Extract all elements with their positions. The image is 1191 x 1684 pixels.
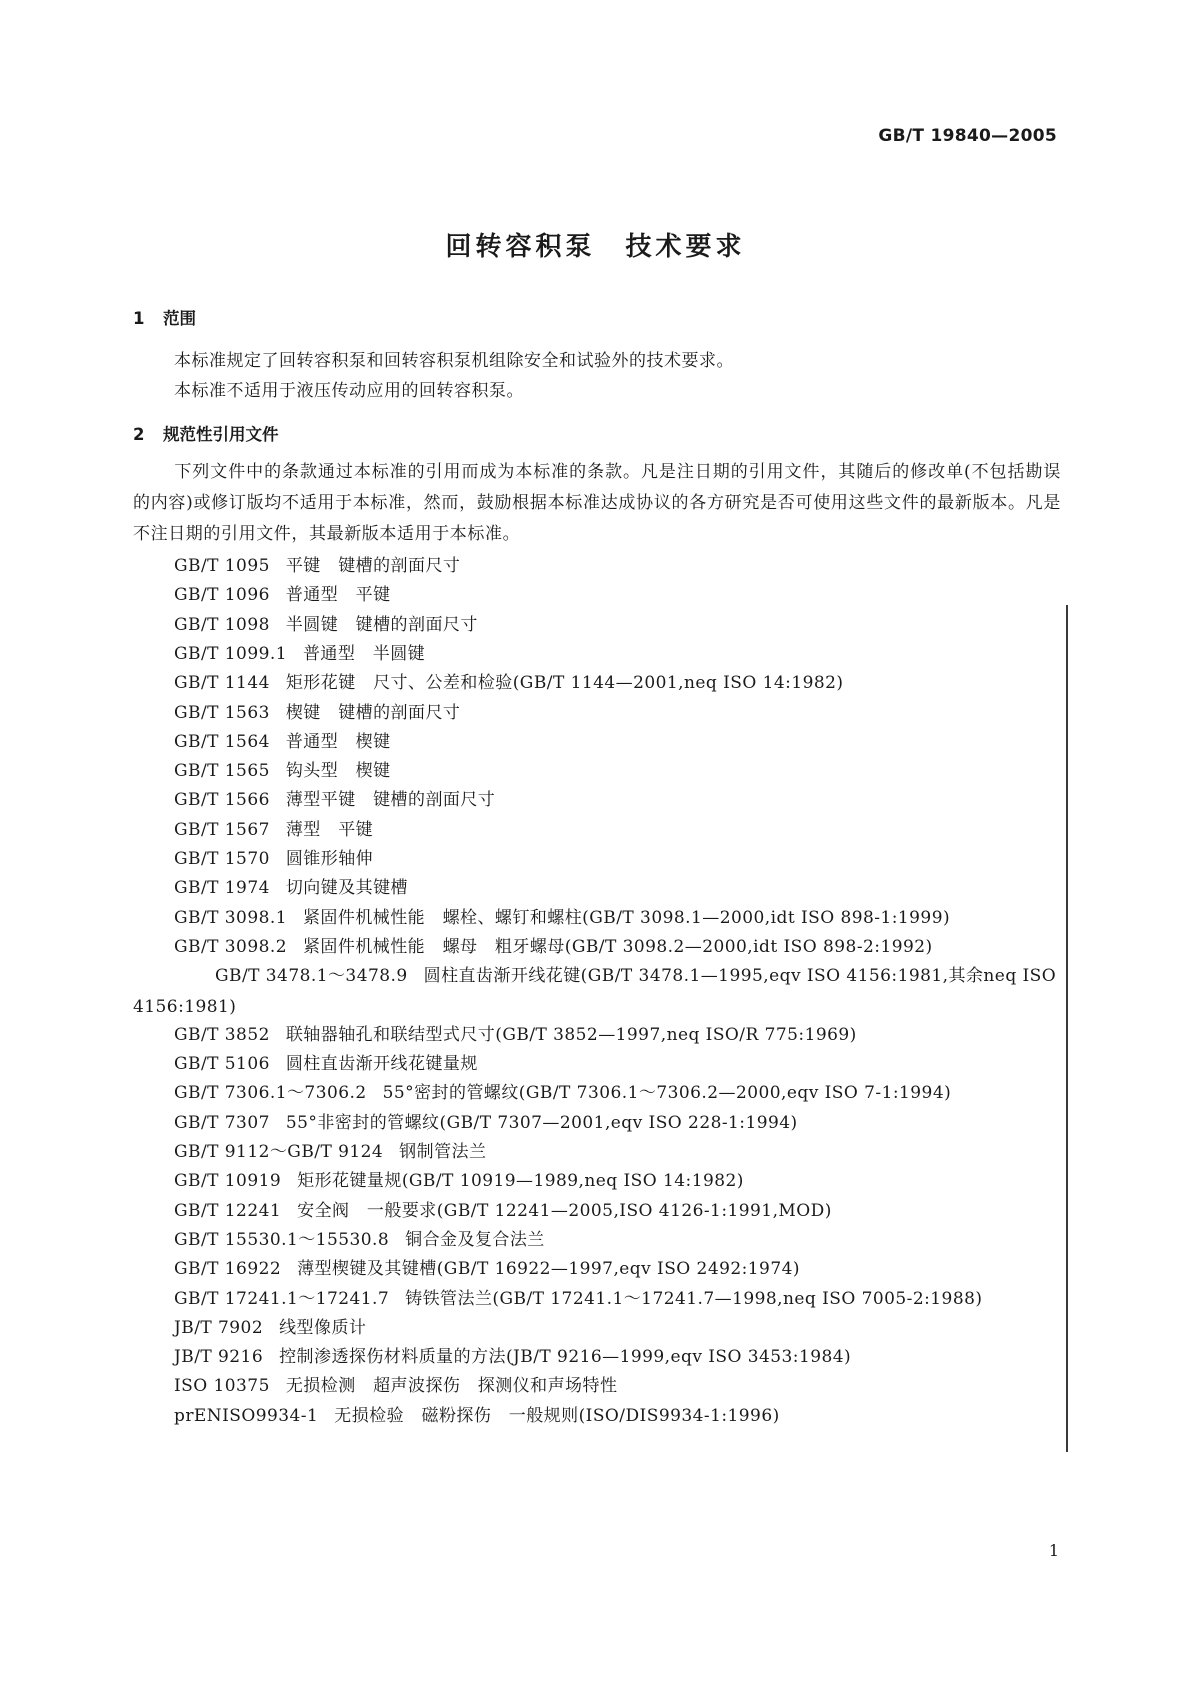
reference-title: 紧固件机械性能 螺栓、螺钉和螺柱(GB/T 3098.1—2000,idt ISO 898-1:1999)	[302, 907, 951, 928]
reference-code: GB/T 1096	[174, 585, 270, 606]
section-number: 1	[133, 309, 145, 328]
reference-title: 紧固件机械性能 螺母 粗牙螺母(GB/T 3098.2—2000,idt ISO 898-2:1992)	[302, 936, 933, 957]
reference-title: 楔键 键槽的剖面尺寸	[285, 702, 461, 723]
paragraph: 本标准不适用于液压传动应用的回转容积泵。	[174, 381, 524, 401]
section-title: 范围	[163, 309, 196, 328]
reference-item	[174, 932, 1062, 957]
reference-code: GB/T 9112～GB/T 9124	[174, 1142, 384, 1162]
reference-item	[174, 1401, 1062, 1426]
reference-item	[174, 1254, 1062, 1279]
reference-code: GB/T 16922	[174, 1259, 282, 1280]
reference-code: GB/T 5106	[174, 1054, 270, 1075]
reference-code: GB/T 1564	[174, 731, 270, 752]
page-number: 1	[1048, 1541, 1059, 1560]
reference-title: 55°非密封的管螺纹(GB/T 7307—2001,eqv ISO 228-1:1994)	[285, 1112, 798, 1133]
section-title: 规范性引用文件	[163, 425, 279, 444]
reference-code: GB/T 1095	[174, 556, 270, 576]
reference-code: GB/T 1565	[174, 761, 270, 782]
reference-code: GB/T 1974	[174, 878, 270, 899]
reference-title: 平键 键槽的剖面尺寸	[285, 556, 461, 576]
reference-item	[133, 961, 1063, 1023]
reference-title: 普通型 半圆键	[302, 643, 426, 664]
reference-item	[174, 815, 1062, 840]
reference-title: 无损检测 超声波探伤 探测仪和声场特性	[285, 1376, 618, 1397]
section-number: 2	[133, 425, 145, 444]
reference-item	[174, 1020, 1062, 1045]
reference-item	[174, 639, 1062, 664]
reference-title: 矩形花键 尺寸、公差和检验(GB/T 1144—2001,neq ISO 14:1982)	[285, 673, 844, 694]
reference-title: 薄型 平键	[285, 819, 374, 840]
section-heading	[133, 305, 196, 329]
reference-title: 矩形花键量规(GB/T 10919—1989,neq ISO 14:1982)	[297, 1171, 744, 1192]
reference-title: 55°密封的管螺纹(GB/T 7306.1～7306.2—2000,eqv ISO 7-1:1994)	[382, 1083, 952, 1104]
reference-title: 线型像质计	[279, 1317, 367, 1338]
reference-code: GB/T 3098.2	[174, 936, 287, 957]
reference-item	[174, 1137, 1062, 1162]
reference-title: 圆柱直齿渐开线花键(GB/T 3478.1—1995,eqv ISO 4156:1981,其余neq ISO 4156:1981)	[133, 966, 1057, 1018]
reference-item	[174, 1225, 1062, 1250]
change-bar	[1066, 605, 1068, 1452]
reference-item	[174, 756, 1062, 781]
reference-item	[174, 1166, 1062, 1191]
reference-code: GB/T 17241.1～17241.7	[174, 1288, 390, 1309]
reference-title: 切向键及其键槽	[285, 878, 409, 899]
reference-title: 圆柱直齿渐开线花键量规	[285, 1054, 478, 1075]
reference-code: GB/T 7307	[174, 1112, 270, 1133]
reference-code: GB/T 1570	[174, 849, 270, 869]
reference-title: 钩头型 楔键	[285, 761, 391, 782]
reference-code: GB/T 1566	[174, 790, 270, 811]
reference-item	[174, 1313, 1062, 1338]
reference-item	[174, 1049, 1062, 1074]
reference-title: 圆锥形轴伸	[285, 849, 374, 869]
reference-code: GB/T 12241	[174, 1200, 282, 1221]
reference-code: GB/T 3098.1	[174, 907, 287, 928]
reference-title: 铜合金及复合法兰	[405, 1229, 545, 1250]
section-heading	[133, 421, 279, 445]
reference-item	[174, 873, 1062, 898]
reference-title: 钢制管法兰	[399, 1142, 487, 1162]
reference-title: 半圆键 键槽的剖面尺寸	[285, 614, 478, 635]
reference-item	[174, 698, 1062, 723]
reference-code: GB/T 3478.1～3478.9	[215, 966, 408, 987]
reference-item	[174, 727, 1062, 752]
reference-title: 控制渗透探伤材料质量的方法(JB/T 9216—1999,eqv ISO 3453:1984)	[279, 1347, 852, 1368]
reference-item	[174, 580, 1062, 605]
reference-item	[174, 1371, 1062, 1396]
reference-code: GB/T 3852	[174, 1024, 270, 1045]
reference-title: 联轴器轴孔和联结型式尺寸(GB/T 3852—1997,neq ISO/R 775:1969)	[285, 1024, 857, 1045]
reference-code: GB/T 15530.1～15530.8	[174, 1229, 390, 1250]
reference-code: GB/T 10919	[174, 1171, 282, 1192]
reference-item	[174, 785, 1062, 810]
reference-item	[174, 903, 1062, 928]
reference-item	[174, 668, 1062, 693]
reference-code: GB/T 1144	[174, 673, 270, 694]
reference-code: GB/T 7306.1～7306.2	[174, 1083, 367, 1104]
reference-item	[174, 1196, 1062, 1221]
reference-code: ISO 10375	[174, 1376, 270, 1397]
reference-item	[174, 1284, 1062, 1309]
reference-item	[174, 551, 1062, 576]
reference-code: prENISO9934-1	[174, 1405, 319, 1426]
reference-code: JB/T 7902	[174, 1317, 264, 1338]
standard-number: GB/T 19840—2005	[878, 126, 1057, 146]
reference-item	[174, 1342, 1062, 1367]
reference-code: GB/T 1567	[174, 819, 270, 840]
reference-code: GB/T 1563	[174, 702, 270, 723]
reference-title: 无损检验 磁粉探伤 一般规则(ISO/DIS9934-1:1996)	[334, 1405, 780, 1426]
reference-code: GB/T 1098	[174, 614, 270, 635]
reference-item	[174, 1078, 1062, 1103]
reference-item	[174, 844, 1062, 869]
intro-paragraph: 下列文件中的条款通过本标准的引用而成为本标准的条款。凡是注日期的引用文件，其随后的修改单(不包括勘误的内容)或修订版均不适用于本标准，然而，鼓励根据本标准达成协议的各方研究是否可使用这些文件的最新版本。凡是不注日期的引用文件，其最新版本适用于本标准。	[133, 462, 1061, 544]
reference-title: 铸铁管法兰(GB/T 17241.1～17241.7—1998,neq ISO 7005-2:1988)	[405, 1288, 983, 1309]
reference-code: JB/T 9216	[174, 1347, 264, 1368]
reference-item	[174, 610, 1062, 635]
reference-title: 薄型楔键及其键槽(GB/T 16922—1997,eqv ISO 2492:1974)	[297, 1259, 800, 1280]
reference-title: 普通型 平键	[285, 585, 391, 606]
reference-code: GB/T 1099.1	[174, 643, 287, 664]
reference-item	[174, 1108, 1062, 1133]
reference-title: 普通型 楔键	[285, 731, 391, 752]
document-title: 回转容积泵 技术要求	[445, 232, 746, 262]
reference-title: 薄型平键 键槽的剖面尺寸	[285, 790, 496, 811]
paragraph: 本标准规定了回转容积泵和回转容积泵机组除安全和试验外的技术要求。	[174, 351, 734, 371]
reference-title: 安全阀 一般要求(GB/T 12241—2005,ISO 4126-1:1991,MOD)	[297, 1200, 832, 1221]
